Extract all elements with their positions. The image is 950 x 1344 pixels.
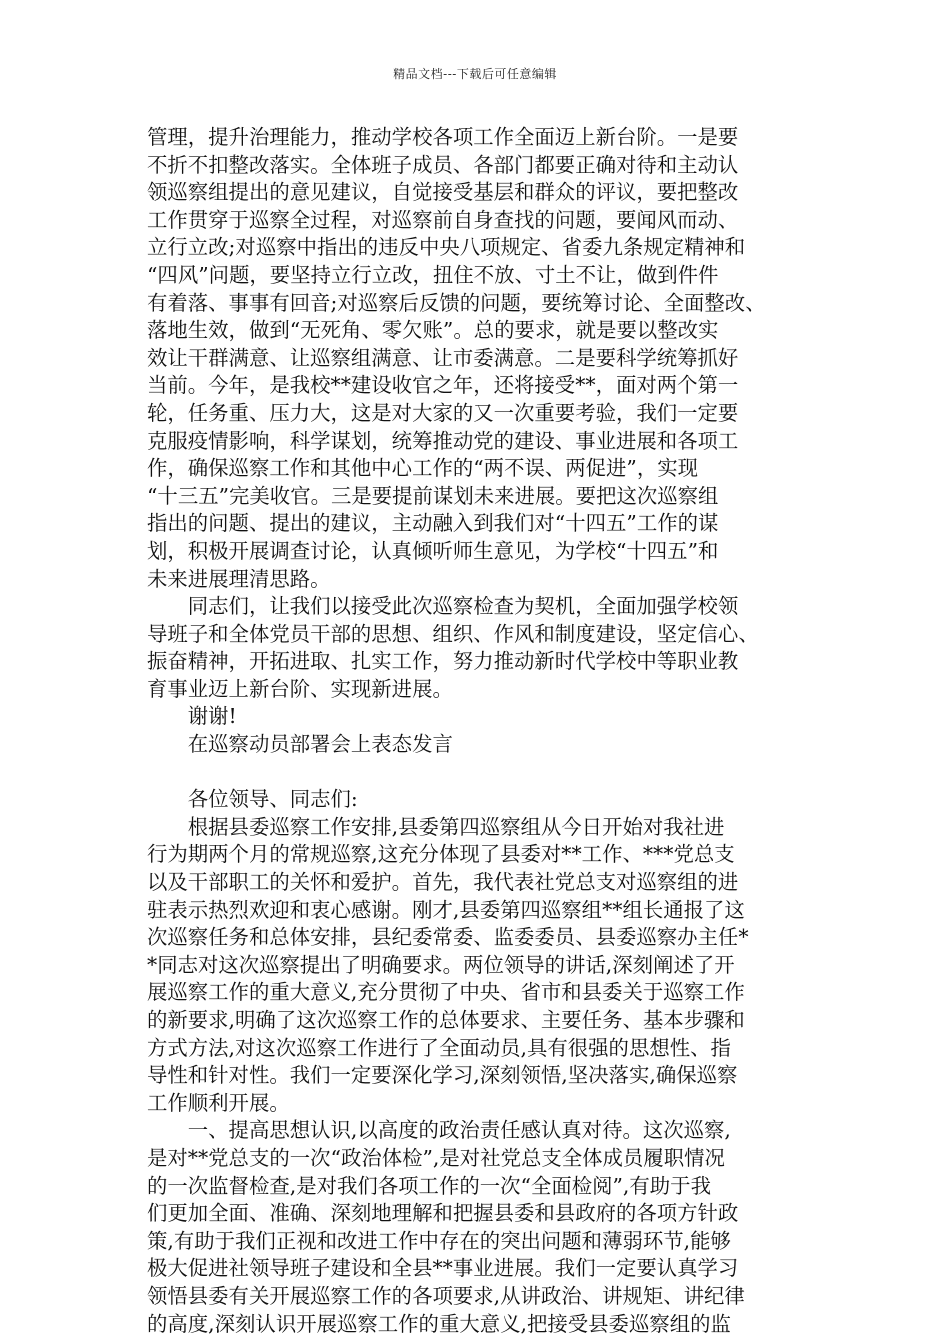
text-line: “四风”问题，要坚持立行立改，扭住不放、寸土不让，做到件件 [147,262,719,287]
text-line: 行为期两个月的常规巡察,这充分体现了县委对**工作、***党总支 [147,842,735,867]
text-line: 展巡察工作的重大意义,充分贯彻了中央、省市和县委关于巡察工作 [147,980,745,1005]
text-line: 同志们，让我们以接受此次巡察检查为契机，全面加强学校领 [147,594,739,619]
speech-text-section [147,124,807,759]
text-line: 立行立改;对巡察中指出的违反中央八项规定、省委九条规定精神和 [147,235,746,260]
text-line: 根据县委巡察工作安排,县委第四巡察组从今日开始对我社进 [147,814,725,839]
text-line: 各位领导、同志们: [147,787,358,812]
text-line: 振奋精神，开拓进取、扎实工作，努力推动新时代学校中等职业教 [147,649,739,674]
text-line: 的一次监督检查,是对我们各项工作的一次“全面检阅”,有助于我 [147,1173,711,1198]
text-line: 的高度,深刻认识开展巡察工作的重大意义,把接受县委巡察组的监 [147,1311,731,1336]
text-line: 不折不扣整改落实。全体班子成员、各部门都要正确对待和主动认 [147,152,739,177]
text-line: 工作顺利开展。 [147,1090,290,1115]
text-line: 落地生效，做到“无死角、零欠账”。总的要求，就是要以整改实 [147,318,719,343]
text-line: 工作贯穿于巡察全过程，对巡察前自身查找的问题，要闻风而动、 [147,207,739,232]
document-body [147,124,807,1338]
text-line: 作，确保巡察工作和其他中心工作的“两不误、两促进”，实现 [147,456,699,481]
text-line: 极大促进社领导班子建设和全县**事业进展。我们一定要认真学习 [147,1256,739,1281]
text-line: 有着落、事事有回音;对巡察后反馈的问题，要统筹讨论、全面整改、 [147,290,766,315]
text-line: 策,有助于我们正视和改进工作中存在的突出问题和薄弱环节,能够 [147,1228,731,1253]
text-line: 轮，任务重、压力大，这是对大家的又一次重要考验，我们一定要 [147,400,739,425]
text-line: 管理，提升治理能力，推动学校各项工作全面迈上新台阶。一是要 [147,125,739,149]
text-line: 的新要求,明确了这次巡察工作的总体要求、主要任务、基本步骤和 [147,1008,745,1032]
text-line: 领巡察组提出的意见建议，自觉接受基层和群众的评议，要把整改 [147,180,739,205]
text-line: *同志对这次巡察提出了明确要求。两位领导的讲话,深刻阐述了开 [147,952,735,977]
blank-line [147,759,807,787]
text-line: 未来进展理清思路。 [147,566,331,591]
text-line: 是对**党总支的一次“政治体检”,是对社党总支全体成员履职情况 [147,1145,725,1170]
text-line: 们更加全面、准确、深刻地理解和把握县委和县政府的各项方针政 [147,1201,739,1226]
text-line: 当前。今年，是我校**建设收官之年，还将接受**，面对两个第一 [147,373,739,398]
statement-speech-section [147,786,807,1338]
text-line: 领悟县委有关开展巡察工作的各项要求,从讲政治、讲规矩、讲纪律 [147,1283,745,1308]
text-line: 方式方法,对这次巡察工作进行了全面动员,具有很强的思想性、指 [147,1035,731,1060]
text-line: 指出的问题、提出的建议，主动融入到我们对“十四五”工作的谋 [147,511,719,536]
text-line: 育事业迈上新台阶、实现新进展。 [147,676,453,701]
text-line: 一、提高思想认识,以高度的政治责任感认真对待。这次巡察, [147,1118,731,1143]
page-header: 精品文档---下载后可任意编辑 [393,67,557,81]
text-line: “十三五”完美收官。三是要提前谋划未来进展。要把这次巡察组 [147,483,719,508]
text-line: 划，积极开展调查讨论，认真倾听师生意见，为学校“十四五”和 [147,538,719,563]
text-line: 克服疫情影响，科学谋划，统筹推动党的建设、事业进展和各项工 [147,428,739,453]
text-line: 以及干部职工的关怀和爱护。首先，我代表社党总支对巡察组的进 [147,870,739,895]
text-line: 次巡察任务和总体安排，县纪委常委、监委委员、县委巡察办主任* [147,925,749,950]
text-line: 谢谢! [147,704,237,729]
text-line: 导班子和全体党员干部的思想、组织、作风和制度建设，坚定信心、 [147,621,759,646]
text-line: 导性和针对性。我们一定要深化学习,深刻领悟,坚决落实,确保巡察 [147,1063,738,1088]
text-line: 效让干群满意、让巡察组满意、让市委满意。二是要科学统筹抓好 [147,345,739,370]
text-line: 驻表示热烈欢迎和衷心感谢。刚才,县委第四巡察组**组长通报了这 [147,897,745,922]
text-line: 在巡察动员部署会上表态发言 [147,732,453,757]
